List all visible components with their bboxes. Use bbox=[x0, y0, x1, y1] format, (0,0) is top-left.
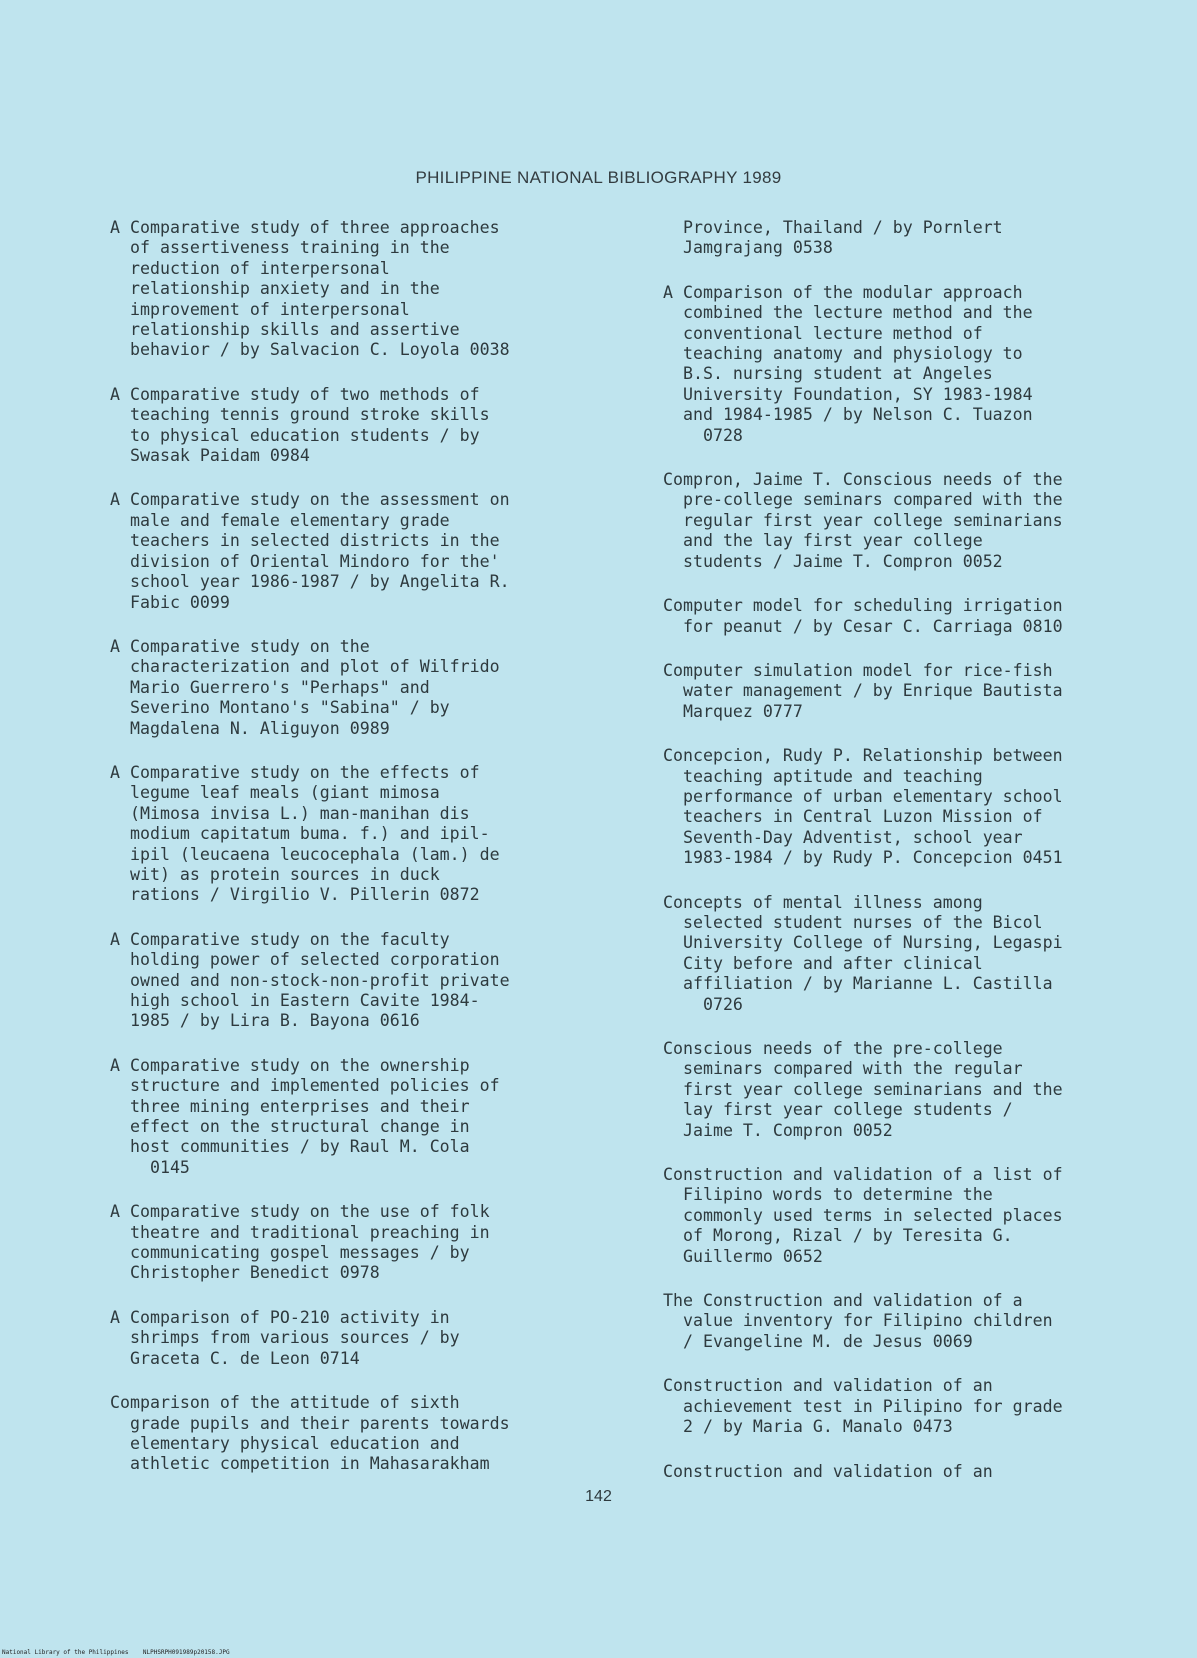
bibliography-entry: The Construction and validation of a value inventory for Filipino children / Evangeline M. de Jesus 0069 bbox=[663, 1291, 1053, 1351]
bibliography-entry: Construction and validation of a list of Filipino words to determine the commonly used terms in selected places of Morong, Rizal / by Teresita G. Guillermo 0652 bbox=[663, 1165, 1063, 1266]
bibliography-entry: Compron, Jaime T. Conscious needs of the pre-college seminars compared with the regular first year college seminarians and the lay first year college students / Jaime T. Compron 0052 bbox=[663, 470, 1063, 571]
bibliography-entry: Comparison of the attitude of sixth grade pupils and their parents towards elementary physical education and athletic competition in Mahasarakham bbox=[110, 1393, 510, 1474]
bibliography-entry: Province, Thailand / by Pornlert Jamgrajang 0538 bbox=[682, 218, 1003, 258]
bibliography-entry: A Comparison of PO-210 activity in shrimps from various sources / by Graceta C. de Leon 0714 bbox=[110, 1307, 460, 1368]
left-column bbox=[110, 218, 630, 1499]
bibliography-entry: Concepcion, Rudy P. Relationship between teaching aptitude and teaching performance of urban elementary school teachers in Central Luzon Mission of Seventh-Day Adventist, school year 1983-1984 / by Rudy P. Concepcion 0451 bbox=[663, 746, 1063, 868]
bibliography-entry: Conscious needs of the pre-college seminars compared with the regular first year college seminarians and the lay first year college students / Jaime T. Compron 0052 bbox=[663, 1039, 1063, 1140]
bibliography-entry: Computer model for scheduling irrigation for peanut / by Cesar C. Carriaga 0810 bbox=[663, 596, 1063, 636]
bibliography-entry: A Comparative study on the use of folk theatre and traditional preaching in communicating gospel messages / by Christopher Benedict 0978 bbox=[110, 1202, 490, 1283]
bibliography-entry: A Comparison of the modular approach combined the lecture method and the conventional lecture method of teaching anatomy and physiology to B.S. nursing student at Angeles University Foundation, SY 1983-1984 and 1984-1985 / by Nelson C. Tuazon 0728 bbox=[663, 282, 1033, 445]
right-column bbox=[663, 218, 1173, 1506]
page-number: 142 bbox=[585, 1488, 612, 1505]
bibliography-entry: Computer simulation model for rice-fish water management / by Enrique Bautista Marquez 0777 bbox=[663, 660, 1063, 721]
bibliography-entry: A Comparative study on the ownership structure and implemented policies of three mining enterprises and their effect on the structural change in host communities / by Raul M. Cola 0145 bbox=[110, 1055, 500, 1177]
scan-footer bbox=[2, 1649, 230, 1656]
bibliography-entry: Construction and validation of an bbox=[663, 1461, 993, 1481]
bibliography-entry: A Comparative study on the faculty holding power of selected corporation owned and non-stock-non-profit private high school in Eastern Cavite 1984- 1985 / by Lira B. Bayona 0616 bbox=[110, 929, 510, 1031]
page-header: PHILIPPINE NATIONAL BIBLIOGRAPHY 1989 bbox=[415, 168, 782, 187]
bibliography-entry: Concepts of mental illness among selected student nurses of the Bicol University College of Nursing, Legaspi City before and after clinical affiliation / by Marianne L. Castilla 0726 bbox=[663, 892, 1063, 1014]
bibliography-entry: A Comparative study on the characterization and plot of Wilfrido Mario Guerrero's "Perhaps" and Severino Montano's "Sabina" / by Magdalena N. Aliguyon 0989 bbox=[110, 636, 500, 738]
footer-library: National Library of the Philippines bbox=[2, 1649, 129, 1656]
bibliography-entry: Construction and validation of an achievement test in Pilipino for grade 2 / by Maria G. Manalo 0473 bbox=[663, 1376, 1063, 1437]
footer-filename: NLPHSRPH091989p20158.JPG bbox=[142, 1649, 230, 1656]
bibliography-entry: A Comparative study on the effects of legume leaf meals (giant mimosa (Mimosa invisa L.) man-manihan dis modium capitatum buma. f.) and ipil- ipil (leucaena leucocephala (lam.) de wit) as protein sources in duck rations / Virgilio V. Pillerin 0872 bbox=[110, 762, 500, 905]
bibliography-entry: A Comparative study on the assessment on male and female elementary grade teachers in selected districts in the division of Oriental Mindoro for the' school year 1986-1987 / by Angelita R. Fabic 0099 bbox=[110, 490, 510, 612]
bibliography-entry: A Comparative study of three approaches of assertiveness training in the reduction of interpersonal relationship anxiety and in the improvement of interpersonal relationship skills and assertive behavior / by Salvacion C. Loyola 0038 bbox=[110, 218, 510, 360]
bibliography-entry: A Comparative study of two methods of teaching tennis ground stroke skills to physical education students / by Swasak Paidam 0984 bbox=[110, 384, 490, 466]
